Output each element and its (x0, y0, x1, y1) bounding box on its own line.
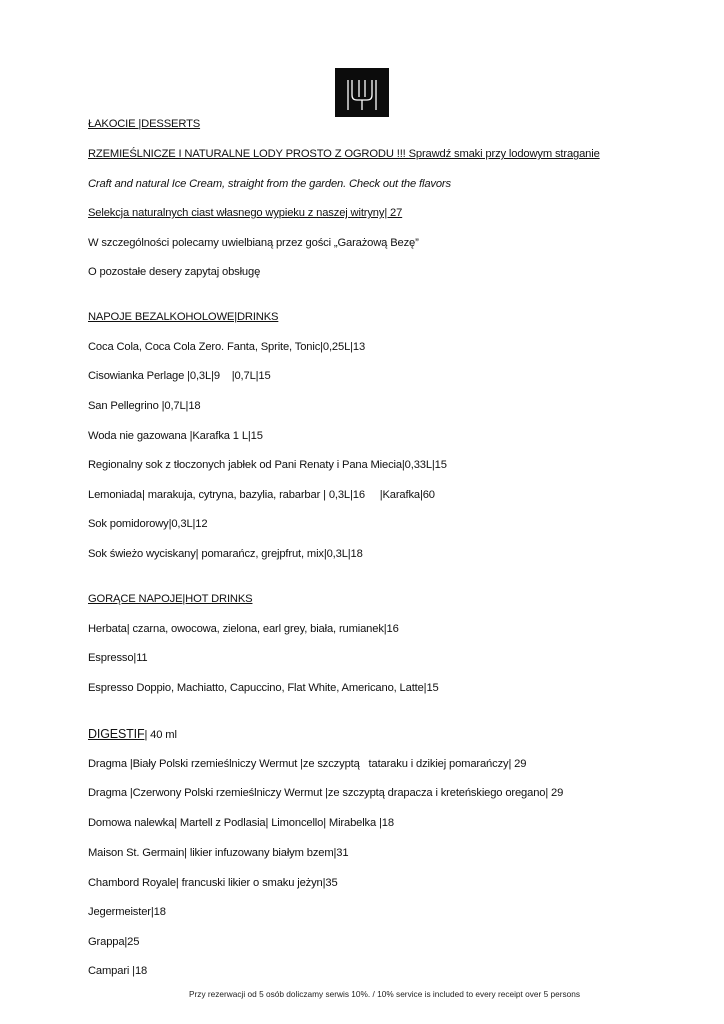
hot-drink-item: Espresso|11 (88, 652, 148, 664)
digestif-item: Grappa|25 (88, 936, 140, 948)
drink-item: Coca Cola, Coca Cola Zero. Fanta, Sprite, Tonic|0,25L|13 (88, 341, 366, 353)
other-desserts-note: O pozostałe desery zapytaj obsługę (88, 266, 261, 278)
restaurant-logo (335, 68, 389, 117)
digestif-item: Chambord Royale| francuski likier o smaku jeżyn|35 (88, 877, 338, 889)
drink-item: Woda nie gazowana |Karafka 1 L|15 (88, 430, 263, 442)
digestif-heading-row (88, 727, 177, 741)
hot-drink-item: Herbata| czarna, owocowa, zielona, earl grey, biała, rumianek|16 (88, 623, 399, 635)
service-charge-footer: Przy rezerwacji od 5 osób doliczamy serwis 10%. / 10% service is included to every receipt over 5 persons (189, 989, 581, 999)
digestif-item: Dragma |Czerwony Polski rzemieślniczy Wermut |ze szczyptą drapacza i kreteńskiego oregano| 29 (88, 787, 564, 799)
hot-drinks-heading: GORĄCE NAPOJE|HOT DRINKS (88, 593, 253, 605)
hot-drink-item: Espresso Doppio, Machiatto, Capuccino, Flat White, Americano, Latte|15 (88, 682, 439, 694)
desserts-heading: ŁAKOCIE |DESSERTS (88, 118, 201, 130)
cakes-item: Selekcja naturalnych ciast własnego wypieku z naszej witryny| 27 (88, 207, 403, 219)
drinks-heading: NAPOJE BEZALKOHOLOWE|DRINKS (88, 311, 279, 323)
drink-item: Lemoniada| marakuja, cytryna, bazylia, rabarbar | 0,3L|16 |Karafka|60 (88, 489, 435, 501)
digestif-heading: DIGESTIF (88, 727, 145, 741)
drink-item: San Pellegrino |0,7L|18 (88, 400, 201, 412)
digestif-item: Dragma |Biały Polski rzemieślniczy Wermut |ze szczyptą tataraku i dzikiej pomarańczy| 29 (88, 758, 527, 770)
recommend-note: W szczególności polecamy uwielbianą przez gości „Garażową Bezę” (88, 237, 419, 249)
digestif-item: Campari |18 (88, 965, 148, 977)
icecream-polish: RZEMIEŚLNICZE I NATURALNE LODY PROSTO Z OGRODU !!! Sprawdź smaki przy lodowym straganie (88, 148, 600, 160)
drink-item: Regionalny sok z tłoczonych jabłek od Pani Renaty i Pana Miecia|0,33L|15 (88, 459, 447, 471)
digestif-volume: | 40 ml (144, 729, 177, 741)
restaurant-fork-logo-icon (335, 68, 389, 117)
digestif-item: Domowa nalewka| Martell z Podlasia| Limoncello| Mirabelka |18 (88, 817, 394, 829)
drink-item: Sok świeżo wyciskany| pomarańcz, grejpfrut, mix|0,3L|18 (88, 548, 363, 560)
digestif-item: Maison St. Germain| likier infuzowany białym bzem|31 (88, 847, 349, 859)
drink-item: Sok pomidorowy|0,3L|12 (88, 518, 208, 530)
icecream-english: Craft and natural Ice Cream, straight from the garden. Check out the flavors (88, 178, 451, 190)
digestif-item: Jegermeister|18 (88, 906, 166, 918)
drink-item: Cisowianka Perlage |0,3L|9 |0,7L|15 (88, 370, 271, 382)
